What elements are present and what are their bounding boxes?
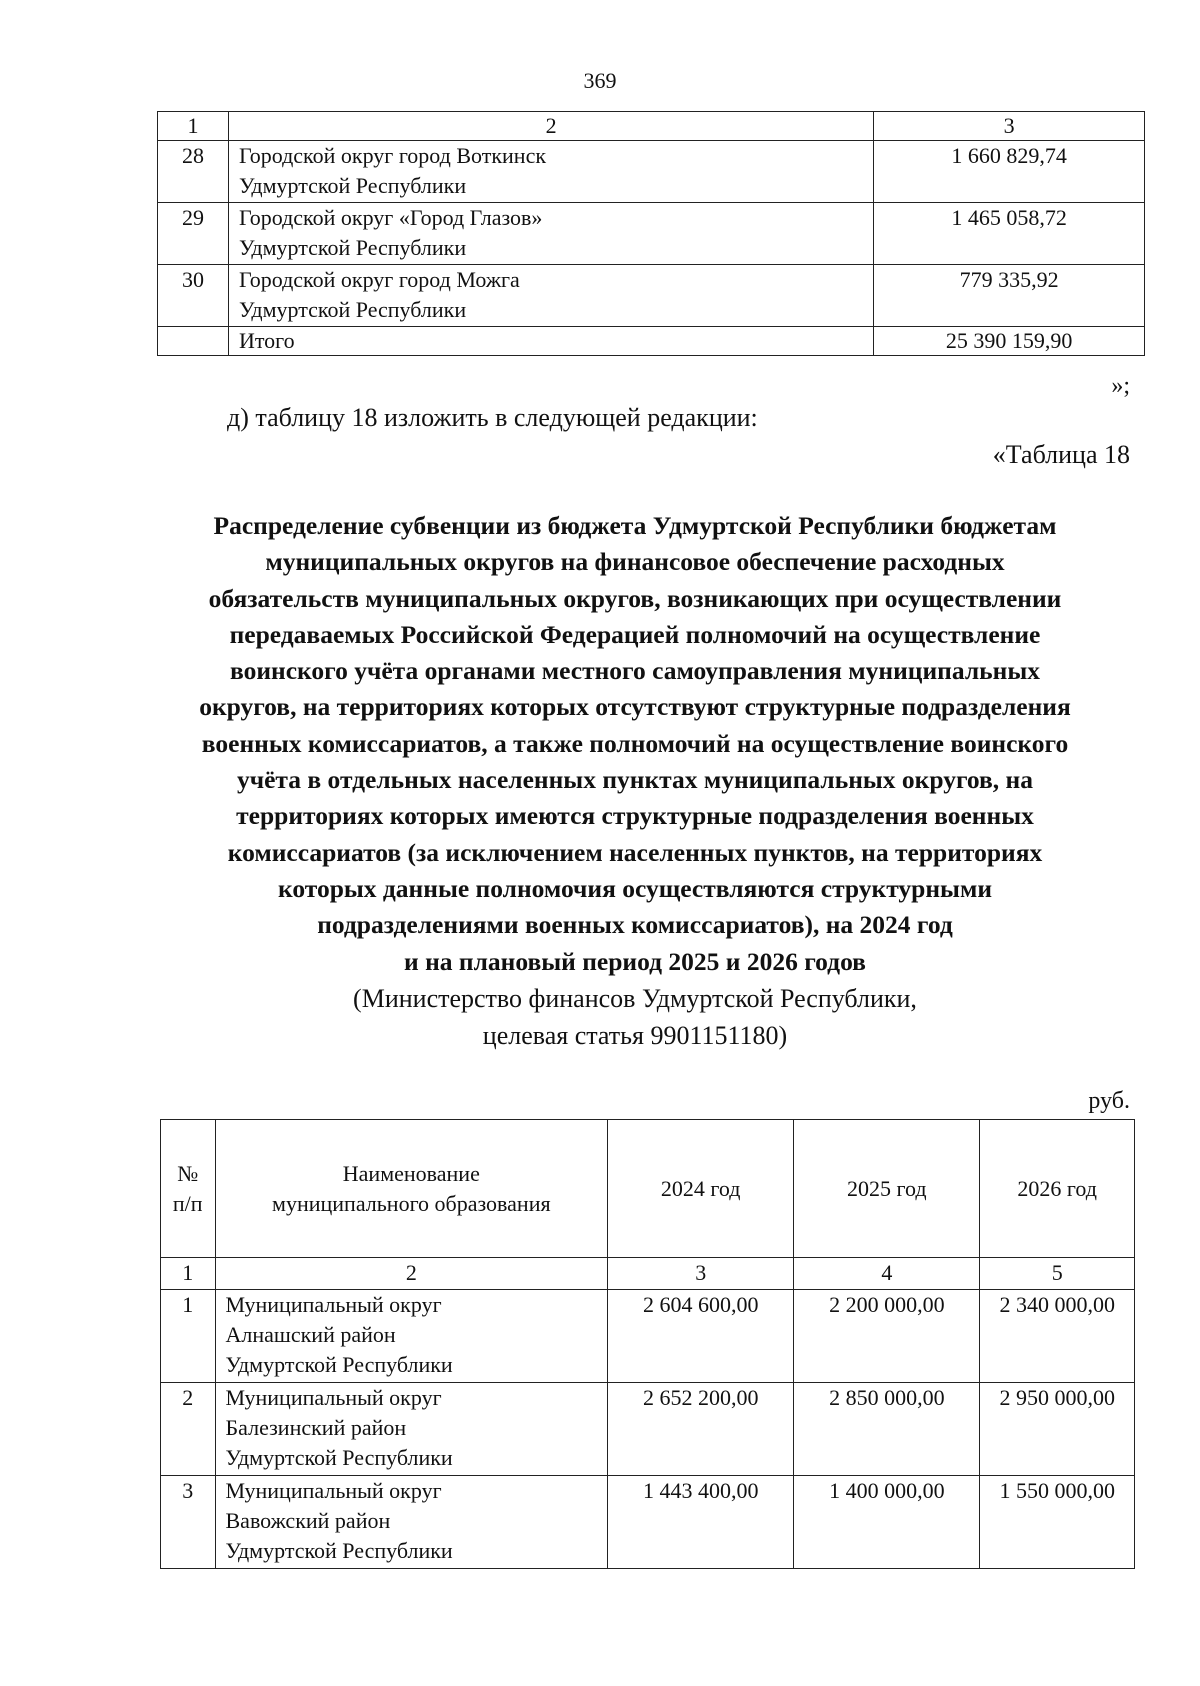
distribution-table [160,1119,1135,1569]
name-line: Удмуртской Республики [238,297,467,322]
title-line: военных комиссариатов, а также полномочий на осуществление воинского [201,728,1069,758]
amount-2024: 2 604 600,00 [608,1290,794,1383]
header-2024: 2024 год [608,1120,794,1258]
amount: 1 465 058,72 [874,203,1145,265]
header-name [215,1120,608,1258]
amount-2024: 1 443 400,00 [608,1476,794,1569]
column-index: 1 [158,112,229,141]
name-line: Удмуртской Республики [225,1352,453,1377]
table-row [158,265,1145,327]
column-index: 5 [980,1258,1135,1290]
column-index: 2 [228,112,873,141]
header-line: п/п [172,1190,203,1216]
municipality-name [228,141,873,203]
closing-quote: »; [1111,373,1130,399]
row-number: 30 [158,265,229,327]
amount-2026: 1 550 000,00 [980,1476,1135,1569]
header-2025: 2025 год [794,1120,980,1258]
column-index: 3 [874,112,1145,141]
title-line: территориях которых имеются структурные подразделения военных [236,801,1034,831]
amount: 1 660 829,74 [874,141,1145,203]
table-row [161,1383,1135,1476]
row-number: 1 [161,1290,216,1383]
name-line: Городской округ город Воткинск [238,143,547,168]
table-row [161,1476,1135,1569]
title-line: воинского учёта органами местного самоуправления муниципальных [229,656,1040,686]
page-number: 369 [583,68,617,93]
table-caption: «Таблица 18 [992,440,1130,469]
title-line: передаваемых Российской Федерацией полномочий на осуществление [229,619,1041,649]
table-row [161,1290,1135,1383]
header-line: № [177,1160,199,1186]
name-line: Вавожский район [225,1508,391,1533]
header-2026: 2026 год [980,1120,1135,1258]
name-line: Городской округ «Город Глазов» [238,205,543,230]
table-title [140,508,1130,980]
table-header-row [161,1120,1135,1258]
empty-cell [158,327,229,356]
subtitle-line: целевая статья 9901151180) [482,1021,788,1050]
row-number: 28 [158,141,229,203]
amount-2026: 2 950 000,00 [980,1383,1135,1476]
continuation-table [157,111,1145,356]
row-number: 2 [161,1383,216,1476]
column-index: 1 [161,1258,216,1290]
title-line: которых данные полномочия осуществляются структурными [277,873,993,903]
units-label: руб. [1088,1088,1130,1114]
name-line: Удмуртской Республики [238,235,467,260]
total-label: Итого [228,327,873,356]
table-header-row [158,112,1145,141]
name-line: Удмуртской Республики [225,1538,453,1563]
subtitle-line: (Министерство финансов Удмуртской Республики, [353,984,917,1013]
title-line: и на плановый период 2025 и 2026 годов [404,946,866,976]
name-line: Муниципальный округ [225,1292,442,1317]
table-row [158,203,1145,265]
title-line: учёта в отдельных населенных пунктах муниципальных округов, на [236,765,1033,795]
row-number: 3 [161,1476,216,1569]
column-index: 3 [608,1258,794,1290]
amount: 779 335,92 [874,265,1145,327]
title-line: Распределение субвенции из бюджета Удмуртской Республики бюджетам [213,511,1057,540]
title-line: муниципальных округов на финансовое обеспечение расходных [265,547,1005,577]
name-line: Городской округ город Можга [238,267,520,292]
name-line: Алнашский район [225,1322,396,1347]
amount-2024: 2 652 200,00 [608,1383,794,1476]
total-amount: 25 390 159,90 [874,327,1145,356]
table-row [158,141,1145,203]
municipality-name [215,1290,608,1383]
table-subtitle [140,980,1130,1054]
name-line: Удмуртской Республики [225,1445,453,1470]
amount-2025: 1 400 000,00 [794,1476,980,1569]
name-line: Удмуртской Республики [238,173,467,198]
title-line: подразделениями военных комиссариатов), на 2024 год [317,910,953,940]
amendment-instruction: д) таблицу 18 изложить в следующей редакции: [227,403,758,432]
title-line: обязательств муниципальных округов, возникающих при осуществлении [208,583,1062,613]
municipality-name [228,265,873,327]
municipality-name [215,1476,608,1569]
municipality-name [215,1383,608,1476]
amount-2025: 2 850 000,00 [794,1383,980,1476]
name-line: Балезинский район [225,1415,407,1440]
amount-2026: 2 340 000,00 [980,1290,1135,1383]
header-line: муниципального образования [272,1190,551,1216]
row-number: 29 [158,203,229,265]
amount-2025: 2 200 000,00 [794,1290,980,1383]
column-index: 4 [794,1258,980,1290]
municipality-name [228,203,873,265]
column-index-row [161,1258,1135,1290]
header-line: Наименование [342,1160,480,1186]
name-line: Муниципальный округ [225,1478,442,1503]
title-line: округов, на территориях которых отсутствуют структурные подразделения [199,692,1071,722]
total-row [158,327,1145,356]
name-line: Муниципальный округ [225,1385,442,1410]
column-index: 2 [215,1258,608,1290]
header-number [161,1120,216,1258]
title-line: комиссариатов (за исключением населенных пунктов, на территориях [227,837,1043,867]
